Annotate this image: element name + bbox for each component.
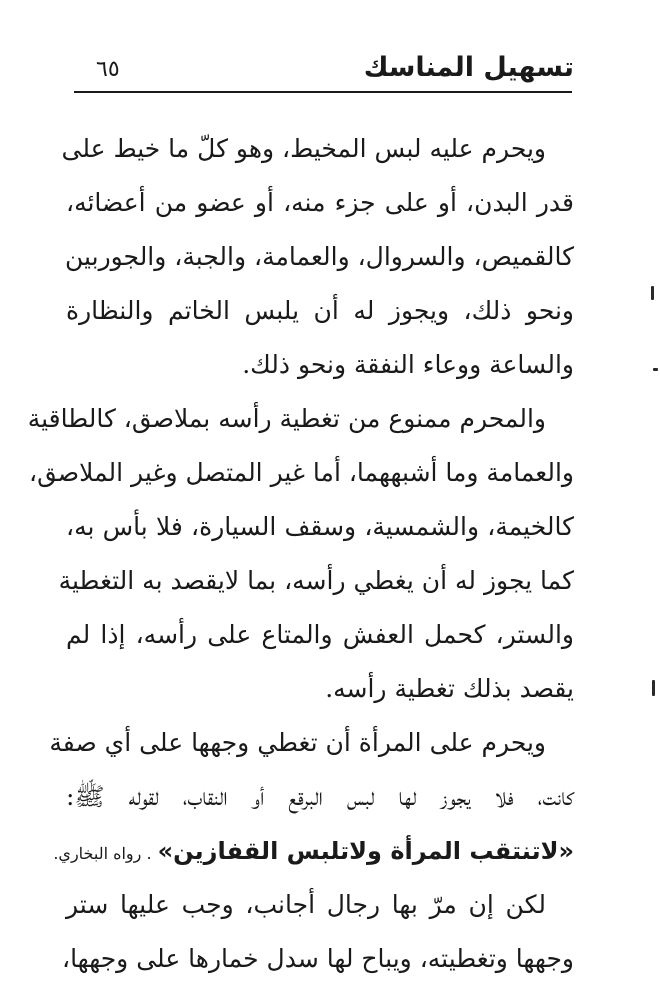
hadith-quote: «لاتنتقب المرأة ولاتلبس القفازين» bbox=[157, 837, 574, 865]
margin-mark bbox=[653, 368, 658, 371]
hadith-narrator: . رواه البخاري. bbox=[53, 844, 152, 863]
text-line: ونحو ذلك، ويجوز له أن يلبس الخاتم والنظارة bbox=[66, 296, 574, 325]
paragraph-ihram-clothing bbox=[61, 126, 574, 396]
text-line: والستر، كحمل العفش والمتاع على رأسه، إذا لم bbox=[66, 620, 574, 649]
text-line: ويحرم على المرأة أن تغطي وجهها على أي صفة bbox=[49, 728, 546, 757]
body-text bbox=[27, 126, 574, 990]
page-number: ٦٥ bbox=[96, 57, 120, 82]
text-line: لكن إن مرّ بها رجال أجانب، وجب عليها ستر bbox=[66, 890, 546, 919]
text-line: كالخيمة، والشمسية، وسقف السيارة، فلا بأس به، bbox=[66, 512, 574, 541]
paragraph-woman-face bbox=[49, 720, 574, 882]
text-line: وجهها وتغطيته، ويباح لها سدل خمارها على وجهها، bbox=[62, 944, 574, 973]
text-line: كانت، فلا يجوز لها لبس البرقع أو النقاب، لقوله ﷺ: bbox=[66, 782, 574, 811]
text-line: ويحرم عليه لبس المخيط، وهو كلّ ما خيط على bbox=[61, 134, 546, 163]
header-rule bbox=[74, 91, 572, 93]
book-title: تسهيل المناسك bbox=[363, 52, 574, 83]
margin-mark bbox=[652, 680, 655, 696]
text-line: كالقميص، والسروال، والعمامة، والجبة، والجوربين bbox=[65, 242, 574, 271]
text-line: والساعة ووعاء النفقة ونحو ذلك. bbox=[242, 350, 574, 379]
text-line: قدر البدن، أو على جزء منه، أو عضو من أعضائه، bbox=[66, 188, 574, 217]
margin-mark bbox=[651, 286, 654, 300]
text-line: يقصد بذلك تغطية رأسه. bbox=[325, 674, 574, 703]
text-line: والمحرم ممنوع من تغطية رأسه بملاصق، كالطاقية bbox=[27, 404, 546, 433]
paragraph-foreign-men bbox=[62, 882, 574, 990]
hadith-line bbox=[53, 828, 574, 882]
text-line: والعمامة وما أشبههما، أما غير المتصل وغير الملاصق، bbox=[29, 458, 574, 487]
paragraph-head-covering bbox=[27, 396, 574, 720]
text-line: كما يجوز له أن يغطي رأسه، بما لايقصد به التغطية bbox=[58, 566, 574, 595]
running-head bbox=[74, 46, 574, 92]
